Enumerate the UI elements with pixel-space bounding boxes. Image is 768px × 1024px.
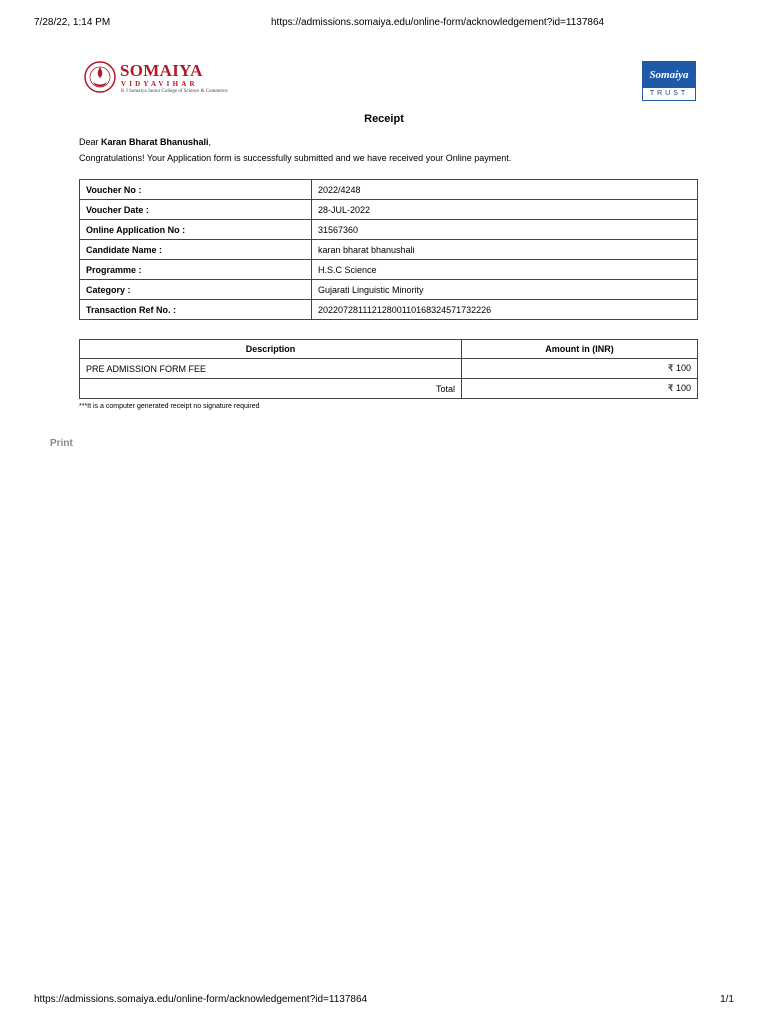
greeting	[79, 137, 211, 147]
amount-header: Amount in (INR)	[462, 340, 698, 359]
college-name: K J Somaiya Junior College of Science & Commerce	[121, 89, 228, 94]
total-amount: ₹ 100	[462, 379, 698, 399]
detail-value: H.S.C Science	[312, 260, 698, 280]
page-number: 1/1	[720, 994, 734, 1005]
detail-label: Online Application No :	[80, 220, 312, 240]
detail-value: karan bharat bhanushali	[312, 240, 698, 260]
candidate-greeting-name: Karan Bharat Bhanushali	[101, 137, 209, 147]
table-header-row	[80, 340, 698, 359]
detail-label: Programme :	[80, 260, 312, 280]
somaiya-emblem-icon	[83, 60, 117, 96]
detail-label: Voucher No :	[80, 180, 312, 200]
detail-value: 2022/4248	[312, 180, 698, 200]
total-row	[80, 379, 698, 399]
fee-amount: ₹ 100	[462, 359, 698, 379]
print-url: https://admissions.somaiya.edu/online-form/acknowledgement?id=1137864	[271, 17, 605, 28]
detail-value: 20220728111212800110168324571732226	[312, 300, 698, 320]
confirmation-message: Congratulations! Your Application form is successfully submitted and we have received your Online payment.	[79, 153, 512, 163]
somaiya-vidyavihar-logo	[83, 60, 268, 100]
total-label: Total	[80, 379, 462, 399]
detail-value: Gujarati Linguistic Minority	[312, 280, 698, 300]
table-row	[80, 180, 698, 200]
fee-description: PRE ADMISSION FORM FEE	[80, 359, 462, 379]
detail-value: 28-JUL-2022	[312, 200, 698, 220]
receipt-details-table	[79, 179, 698, 320]
fees-table	[79, 339, 698, 399]
table-row	[80, 200, 698, 220]
detail-label: Candidate Name :	[80, 240, 312, 260]
table-row	[80, 280, 698, 300]
trust-logo-label: TRUST	[649, 90, 689, 97]
detail-value: 31567360	[312, 220, 698, 240]
brand-name: SOMAIYA	[120, 61, 203, 80]
description-header: Description	[80, 340, 462, 359]
greeting-prefix: Dear	[79, 137, 102, 147]
somaiya-trust-logo	[642, 61, 696, 101]
footer-url: https://admissions.somaiya.edu/online-form/acknowledgement?id=1137864	[34, 994, 368, 1005]
table-row	[80, 300, 698, 320]
table-row	[80, 220, 698, 240]
greeting-suffix: ,	[208, 137, 212, 147]
print-datetime: 7/28/22, 1:14 PM	[34, 17, 111, 28]
print-button[interactable]: Print	[50, 438, 73, 449]
page-title: Receipt	[364, 113, 404, 125]
table-row	[80, 240, 698, 260]
detail-label: Category :	[80, 280, 312, 300]
brand-subtitle: VIDYAVIHAR	[121, 80, 198, 88]
table-row	[80, 359, 698, 379]
trust-logo-script: Somaiya	[643, 62, 695, 88]
detail-label: Transaction Ref No. :	[80, 300, 312, 320]
detail-label: Voucher Date :	[80, 200, 312, 220]
table-row	[80, 260, 698, 280]
print-footer	[34, 994, 734, 1008]
receipt-note: ***It is a computer generated receipt no signature required	[79, 403, 260, 410]
print-header	[34, 17, 734, 31]
